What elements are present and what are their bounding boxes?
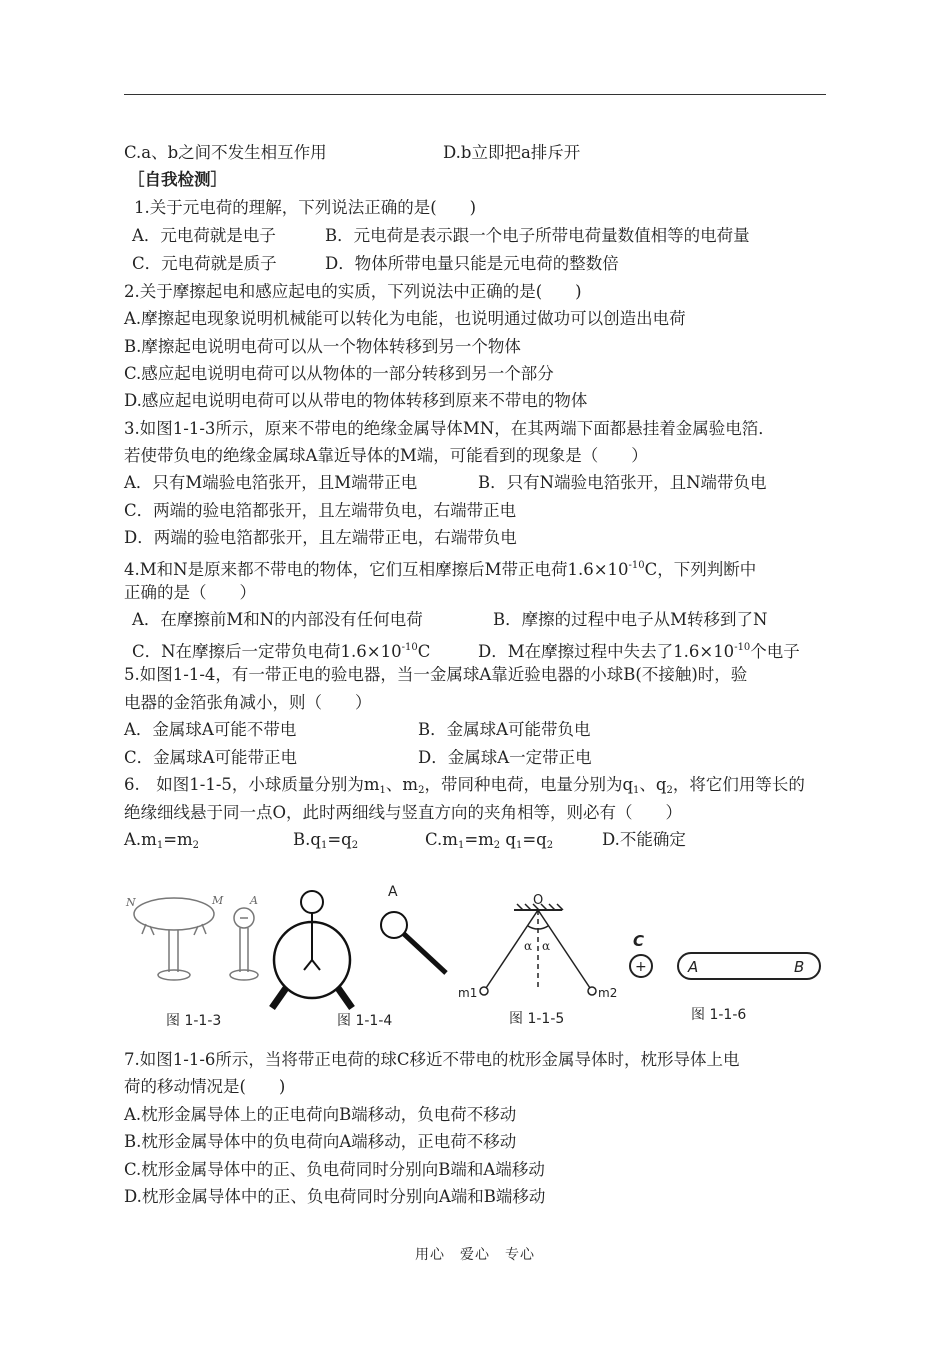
q5-stem-line2: 电器的金箔张角减小，则（ ） xyxy=(124,693,372,712)
fig5-label-alpha-right: α xyxy=(542,939,551,953)
fig6-drawing xyxy=(630,953,820,979)
fig6-label-a: A xyxy=(688,958,699,976)
q7-option-b: B.枕形金属导体中的负电荷向A端移动，正电荷不移动 xyxy=(124,1132,517,1151)
q7-option-d: D.枕形金属导体中的正、负电荷同时分别向A端和B端移动 xyxy=(124,1187,546,1206)
fig4-drawing xyxy=(272,891,352,1008)
q3-option-a: A．只有M端验电箔张开，且M端带正电 xyxy=(124,473,418,492)
fig5-drawing xyxy=(480,904,596,995)
q6-stem-line2: 绝缘细线悬于同一点O，此时两细线与竖直方向的夹角相等，则必有（ ） xyxy=(124,803,683,822)
fig5-label-o: O xyxy=(533,893,544,908)
q3-stem-line2: 若使带负电的绝缘金属球A靠近导体的M端，可能看到的现象是（ ） xyxy=(124,446,648,465)
q2-option-b: B.摩擦起电说明电荷可以从一个物体转移到另一个物体 xyxy=(124,337,521,356)
q6-stem-line1: 6. 如图1-1-5，小球质量分别为$m_1$、$m_2$，带同种电荷，电量分别为$q_1$、$q_2$，将它们用等长的 xyxy=(124,775,805,796)
fig4-caption: 图 1-1-4 xyxy=(337,1013,393,1029)
q4-option-b: B．摩擦的过程中电子从M转移到了N xyxy=(493,610,768,629)
q6-option-b: $B.q_1=q_2$ xyxy=(293,830,359,851)
q3-option-b: B．只有N端验电箔张开，且N端带负电 xyxy=(478,473,767,492)
fig5-label-alpha-left: α xyxy=(524,939,533,953)
q1-option-a: A．元电荷就是电子 xyxy=(132,226,276,245)
q1-option-d: D．物体所带电量只能是元电荷的整数倍 xyxy=(325,254,619,273)
q5-option-a: A．金属球A可能不带电 xyxy=(124,720,297,739)
fig3-label-m: M xyxy=(212,894,224,907)
q3-stem-line1: 3.如图1-1-3所示，原来不带电的绝缘金属导体MN，在其两端下面都悬挂着金属验电箔． xyxy=(124,419,775,438)
fig4-ball-a xyxy=(381,912,446,973)
fig6-caption: 图 1-1-6 xyxy=(691,1007,747,1023)
q7-stem-line1: 7.如图1-1-6所示，当将带正电荷的球C移近不带电的枕形金属导体时，枕形导体上电 xyxy=(124,1050,740,1069)
q7-option-a: A.枕形金属导体上的正电荷向B端移动，负电荷不移动 xyxy=(124,1105,517,1124)
q4-option-d: D．M在摩擦过程中失去了$1.6\times 10^{-10}$个电子 xyxy=(478,642,800,661)
q3-option-d: D．两端的验电箔都张开，且左端带正电，右端带负电 xyxy=(124,528,517,547)
q1-option-c: C．元电荷就是质子 xyxy=(132,254,277,273)
q4-option-c: C．N在摩擦后一定带负电荷$1.6\times 10^{-10}C$ xyxy=(132,642,431,661)
q5-option-d: D．金属球A一定带正电 xyxy=(418,748,592,767)
fig6-label-c: C xyxy=(633,932,645,950)
q7-stem-line2: 荷的移动情况是( ) xyxy=(124,1077,286,1096)
q6-option-a: $A.m_1=m_2$ xyxy=(124,830,200,851)
fig3-label-n: N xyxy=(126,896,136,909)
fig6-label-b: B xyxy=(794,958,805,976)
q4-option-a: A．在摩擦前M和N的内部没有任何电荷 xyxy=(132,610,423,629)
q5-option-b: B．金属球A可能带负电 xyxy=(418,720,591,739)
q4-stem-line2: 正确的是（ ） xyxy=(124,583,256,602)
q5-option-c: C．金属球A可能带正电 xyxy=(124,748,298,767)
fig3-label-a: A xyxy=(250,894,258,907)
q6-option-d: D.不能确定 xyxy=(602,830,686,849)
q6-option-c: $C.m_1=m_2$ $q_1=q_2$ xyxy=(425,830,554,851)
fig3-caption: 图 1-1-3 xyxy=(166,1013,222,1029)
section-title: ［自我检测］ xyxy=(128,170,227,189)
prev-option-d: D.b立即把a排斥开 xyxy=(443,143,581,162)
figures-row xyxy=(124,880,834,1040)
prev-option-c: C.a、b之间不发生相互作用 xyxy=(124,143,327,162)
fig6-plus-sign: + xyxy=(635,959,647,975)
fig4-label-a: A xyxy=(388,884,398,900)
page-footer: 用心 爱心 专心 xyxy=(415,1247,535,1263)
header-rule xyxy=(124,94,826,95)
fig3-drawing xyxy=(134,898,258,980)
q4-stem-line1: 4.M和N是原来都不带电的物体，它们互相摩擦后M带正电荷$1.6\times 10^{-10}C$，下列判断中 xyxy=(124,560,757,579)
q7-option-c: C.枕形金属导体中的正、负电荷同时分别向B端和A端移动 xyxy=(124,1160,545,1179)
q5-stem-line1: 5.如图1-1-4，有一带正电的验电器，当一金属球A靠近验电器的小球B(不接触)时，验 xyxy=(124,665,748,684)
fig5-caption: 图 1-1-5 xyxy=(509,1011,565,1027)
q1-stem: 1.关于元电荷的理解，下列说法正确的是( ) xyxy=(134,198,477,217)
fig5-label-m1: m1 xyxy=(458,986,478,1000)
fig5-label-m2: m2 xyxy=(598,986,618,1000)
q1-option-b: B．元电荷是表示跟一个电子所带电荷量数值相等的电荷量 xyxy=(325,226,750,245)
q2-option-d: D.感应起电说明电荷可以从带电的物体转移到原来不带电的物体 xyxy=(124,391,588,410)
q2-option-c: C.感应起电说明电荷可以从物体的一部分转移到另一个部分 xyxy=(124,364,554,383)
q2-stem: 2.关于摩擦起电和感应起电的实质，下列说法中正确的是( ) xyxy=(124,282,582,301)
q2-option-a: A.摩擦起电现象说明机械能可以转化为电能，也说明通过做功可以创造出电荷 xyxy=(124,309,686,328)
q3-option-c: C．两端的验电箔都张开，且左端带负电，右端带正电 xyxy=(124,501,517,520)
